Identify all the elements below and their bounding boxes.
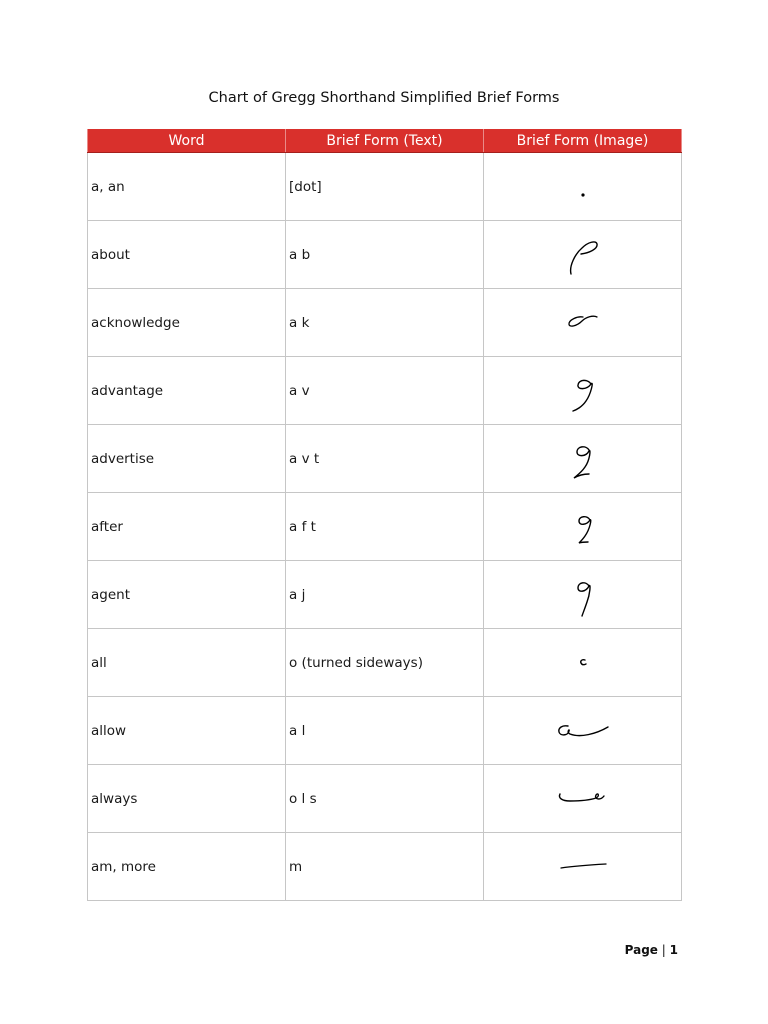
brief-image-cell — [484, 561, 682, 629]
brief-image-cell — [484, 357, 682, 425]
brief-text-cell: a l — [286, 697, 484, 765]
table-row — [88, 289, 682, 357]
word-cell: allow — [88, 697, 286, 765]
table-row — [88, 493, 682, 561]
shorthand-advantage-glyph — [553, 366, 613, 416]
shorthand-agent-glyph — [553, 570, 613, 620]
column-header-brief-form-text: Brief Form (Text) — [286, 129, 484, 153]
brief-text-cell: o l s — [286, 765, 484, 833]
brief-text-cell: a v t — [286, 425, 484, 493]
shorthand-dot-glyph — [553, 162, 613, 212]
brief-text-cell: o (turned sideways) — [286, 629, 484, 697]
word-cell: a, an — [88, 153, 286, 221]
shorthand-all-glyph — [553, 638, 613, 688]
brief-text-cell: a v — [286, 357, 484, 425]
brief-text-cell: [dot] — [286, 153, 484, 221]
shorthand-am-glyph — [548, 842, 618, 892]
page-separator: | — [661, 943, 666, 957]
table-row — [88, 765, 682, 833]
brief-text-cell: m — [286, 833, 484, 901]
brief-text-cell: a f t — [286, 493, 484, 561]
page-title: Chart of Gregg Shorthand Simplified Brief Forms — [208, 90, 560, 106]
brief-image-cell — [484, 221, 682, 289]
word-cell: advertise — [88, 425, 286, 493]
brief-image-cell — [484, 833, 682, 901]
table-row — [88, 357, 682, 425]
brief-image-cell — [484, 697, 682, 765]
column-header-word: Word — [88, 129, 286, 153]
table-row — [88, 629, 682, 697]
shorthand-always-glyph — [548, 774, 618, 824]
word-cell: advantage — [88, 357, 286, 425]
table-row — [88, 833, 682, 901]
page-number: 1 — [669, 943, 678, 957]
brief-text-cell: a b — [286, 221, 484, 289]
shorthand-acknowledge-glyph — [553, 298, 613, 348]
table-row — [88, 425, 682, 493]
brief-forms-table — [87, 129, 682, 901]
page-label: Page — [624, 943, 658, 957]
column-header-brief-form-image: Brief Form (Image) — [484, 129, 682, 153]
table-row — [88, 697, 682, 765]
word-cell: agent — [88, 561, 286, 629]
brief-image-cell — [484, 629, 682, 697]
table-row — [88, 561, 682, 629]
shorthand-advertise-glyph — [553, 434, 613, 484]
table-row — [88, 153, 682, 221]
word-cell: all — [88, 629, 286, 697]
shorthand-about-glyph — [553, 230, 613, 280]
brief-image-cell — [484, 153, 682, 221]
word-cell: always — [88, 765, 286, 833]
table-header-row — [88, 129, 682, 153]
brief-image-cell — [484, 425, 682, 493]
brief-image-cell — [484, 289, 682, 357]
shorthand-after-glyph — [553, 502, 613, 552]
shorthand-allow-glyph — [548, 706, 618, 756]
table-row — [88, 221, 682, 289]
brief-text-cell: a j — [286, 561, 484, 629]
page-footer — [625, 943, 678, 957]
word-cell: after — [88, 493, 286, 561]
brief-image-cell — [484, 493, 682, 561]
word-cell: about — [88, 221, 286, 289]
word-cell: acknowledge — [88, 289, 286, 357]
brief-text-cell: a k — [286, 289, 484, 357]
brief-image-cell — [484, 765, 682, 833]
word-cell: am, more — [88, 833, 286, 901]
